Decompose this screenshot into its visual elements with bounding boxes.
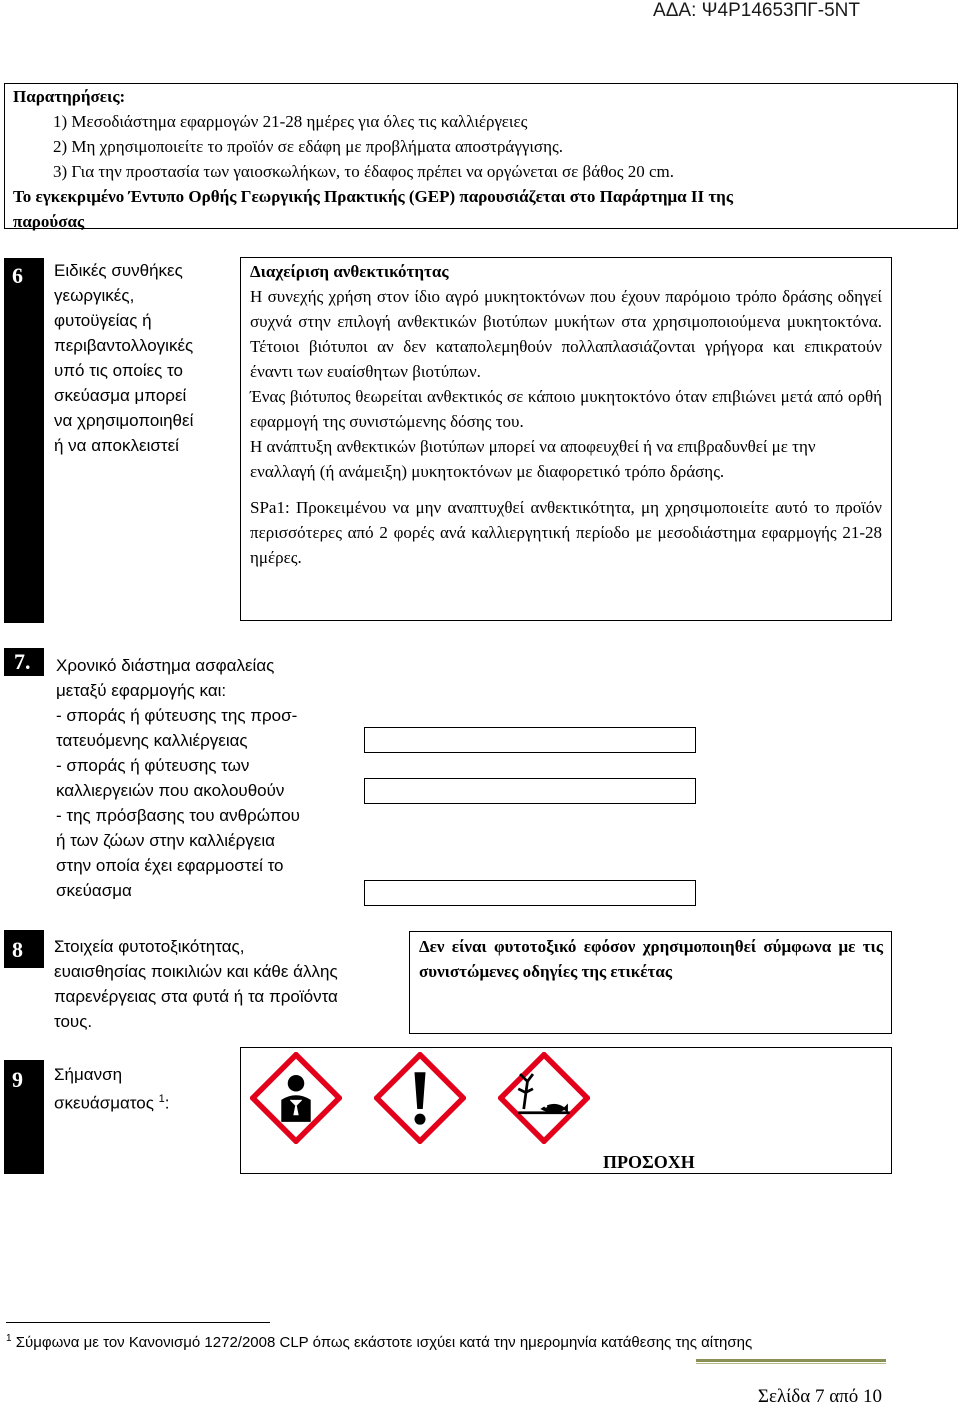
label-line: σκεύασμα μπορεί bbox=[54, 386, 187, 405]
interval-field-protected-crop bbox=[364, 727, 696, 753]
exclamation-mark-icon bbox=[374, 1052, 466, 1144]
footer-rule bbox=[696, 1359, 886, 1362]
resistance-management-box bbox=[240, 257, 892, 621]
label-line: καλλιεργειών που ακολουθούν bbox=[56, 781, 285, 800]
footnote-reference: 1 bbox=[158, 1093, 165, 1105]
notes-title: Παρατηρήσεις: bbox=[13, 87, 126, 106]
footnote-separator bbox=[6, 1322, 270, 1323]
label-line: ευαισθησίας ποικιλιών και κάθε άλλης bbox=[54, 962, 338, 981]
gep-note: Το εγκεκριμένο Έντυπο Ορθής Γεωργικής Πρακτικής (GEP) παρουσιάζεται στο Παράρτημα ΙΙ της bbox=[13, 187, 734, 206]
note-item: 3) Για την προστασία των γαιοσκωλήκων, το έδαφος πρέπει να οργώνεται σε βάθος 20 cm. bbox=[53, 162, 674, 181]
section-9-label bbox=[54, 1062, 234, 1116]
notes-content bbox=[13, 84, 951, 234]
section-7-label bbox=[56, 653, 356, 903]
footnote-marker: 1 bbox=[6, 1333, 12, 1344]
interval-field-following-crops bbox=[364, 778, 696, 804]
signal-word: ΠΡΟΣΟΧΗ bbox=[603, 1152, 695, 1172]
label-line: γεωργικές, bbox=[54, 286, 135, 305]
note-item: 1) Μεσοδιάστημα εφαρμογών 21-28 ημέρες για όλες τις καλλιέργειες bbox=[53, 112, 528, 131]
interval-field-access bbox=[364, 880, 696, 906]
resistance-heading: Διαχείριση ανθεκτικότητας bbox=[250, 262, 449, 281]
label-line: Σήμανση bbox=[54, 1065, 123, 1084]
label-line: να χρησιμοποιηθεί bbox=[54, 411, 194, 430]
footer-rule-thin bbox=[696, 1363, 886, 1364]
label-line: παρενέργειας στα φυτά ή τα προϊόντα bbox=[54, 987, 338, 1006]
section-6-label bbox=[54, 258, 234, 458]
label-line: - σποράς ή φύτευσης των bbox=[56, 756, 250, 775]
label-line: στην οποία έχει εφαρμοστεί το bbox=[56, 856, 284, 875]
label-line: Στοιχεία φυτοτοξικότητας, bbox=[54, 937, 245, 956]
label-line bbox=[54, 1087, 234, 1116]
label-line: - σποράς ή φύτευσης της προσ- bbox=[56, 706, 298, 725]
health-hazard-icon bbox=[250, 1052, 342, 1144]
section-number-6: 6 bbox=[4, 258, 44, 623]
label-line: τους. bbox=[54, 1012, 93, 1031]
environment-hazard-icon bbox=[498, 1052, 590, 1144]
label-line: ή των ζώων στην καλλιέργεια bbox=[56, 831, 275, 850]
phytotoxicity-box bbox=[409, 931, 892, 1034]
section-number-8: 8 bbox=[4, 930, 44, 968]
label-line: υπό τις οποίες το bbox=[54, 361, 183, 380]
label-line: Χρονικό διάστημα ασφαλείας bbox=[56, 656, 275, 675]
section-number-9: 9 bbox=[4, 1060, 44, 1174]
note-item: 2) Μη χρησιμοποιείτε το προϊόν σε εδάφη με προβλήματα αποστράγγισης. bbox=[53, 137, 563, 156]
label-line: - της πρόσβασης του ανθρώπου bbox=[56, 806, 300, 825]
spa1-statement: SPa1: Προκειμένου να μην αναπτυχθεί ανθεκτικότητα, μη χρησιμοποιείτε αυτό το προϊόν περισσότερες από 2 φορές ανά καλλιεργητική περίοδο με μεσοδιάστημα εφαρμογής 21-28 ημέρες. bbox=[250, 498, 882, 567]
label-line: τατευόμενης καλλιέργειας bbox=[56, 731, 248, 750]
label-line: σκεύασμα bbox=[56, 881, 132, 900]
label-line: φυτοϋγείας ή bbox=[54, 311, 152, 330]
notes-box bbox=[4, 83, 958, 229]
footnote bbox=[6, 1333, 752, 1353]
resistance-paragraph: Η ανάπτυξη ανθεκτικών βιοτύπων μπορεί να αποφευχθεί ή να επιβραδυνθεί με την εναλλαγή (ή ανάμειξη) μυκητοκτόνων με διαφορετικό τρόπο δράσης. bbox=[250, 437, 816, 481]
gep-note-continued: παρούσας bbox=[13, 212, 85, 231]
label-line: περιβαντολλογικές bbox=[54, 336, 194, 355]
resistance-paragraph: Ένας βιότυπος θεωρείται ανθεκτικός σε κάποιο μυκητοκτόνο όταν επιβιώνει μετά από ορθή εφαρμογή της συνιστώμενης δόσης του. bbox=[250, 387, 882, 431]
label-line: μεταξύ εφαρμογής και: bbox=[56, 681, 227, 700]
document-reference: ΑΔΑ: Ψ4Ρ14653ΠΓ-5ΝΤ bbox=[653, 0, 860, 21]
label-line: Ειδικές συνθήκες bbox=[54, 261, 183, 280]
phytotoxicity-text: Δεν είναι φυτοτοξικό εφόσον χρησιμοποιηθεί σύμφωνα με τις συνιστώμενες οδηγίες της ετικέτας bbox=[419, 937, 883, 981]
section-number-7: 7. bbox=[4, 648, 44, 676]
page-number: Σελίδα 7 από 10 bbox=[757, 1386, 882, 1407]
label-text: σκευάσματος bbox=[54, 1093, 154, 1113]
section-8-label bbox=[54, 934, 400, 1034]
label-line: ή να αποκλειστεί bbox=[54, 436, 179, 455]
footnote-text: Σύμφωνα με τον Κανονισμό 1272/2008 CLP όπως εκάστοτε ισχύει κατά την ημερομηνία κατάθεσης της αίτησης bbox=[15, 1334, 753, 1351]
label-suffix: : bbox=[164, 1093, 170, 1113]
resistance-paragraph: Η συνεχής χρήση στον ίδιο αγρό μυκητοκτόνων που έχουν παρόμοιο τρόπο δράσης οδηγεί συχνά στην επιλογή ανθεκτικών βιοτύπων μυκήτων στα χρησιμοποιούμενα μυκητοκτόνα. Τέτοιοι βιότυποι αν δεν καταπολεμηθούν πολλαπλασιάζονται γρήγορα και επικρατούν έναντι των ευαίσθητων βιοτύπων. bbox=[250, 287, 882, 381]
